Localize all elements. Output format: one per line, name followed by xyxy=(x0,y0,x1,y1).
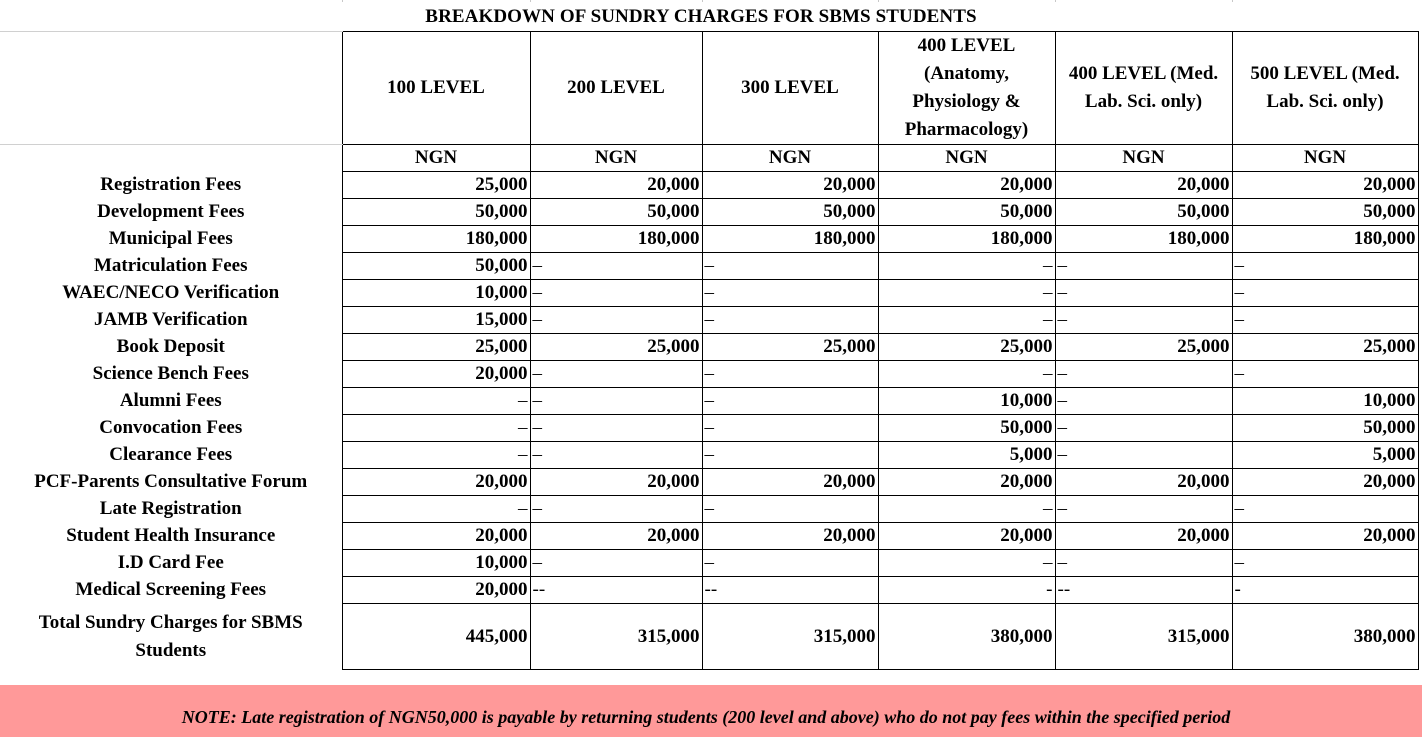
fee-value: 50,000 xyxy=(1232,415,1418,442)
fee-value: 10,000 xyxy=(342,280,530,307)
column-header-2: 200 LEVEL xyxy=(530,32,702,145)
dash-value: – xyxy=(704,255,714,276)
grid-tick xyxy=(1232,0,1233,2)
fee-value: 20,000 xyxy=(342,469,530,496)
dash-value: – xyxy=(704,363,714,384)
fee-value xyxy=(530,307,702,334)
fee-value: 20,000 xyxy=(1055,523,1232,550)
total-value-1: 445,000 xyxy=(342,604,530,670)
fee-value xyxy=(702,550,878,577)
fee-value xyxy=(530,577,702,604)
total-value-4: 380,000 xyxy=(878,604,1055,670)
fee-row xyxy=(0,415,1418,442)
fee-value: 25,000 xyxy=(1232,334,1418,361)
total-value-3: 315,000 xyxy=(702,604,878,670)
fee-value xyxy=(702,442,878,469)
fee-value: 50,000 xyxy=(342,253,530,280)
dash-value: – xyxy=(518,444,528,465)
fee-value: 10,000 xyxy=(1232,388,1418,415)
dash-value: – xyxy=(1234,309,1244,330)
dash-value: – xyxy=(1057,309,1067,330)
fee-value: 50,000 xyxy=(702,199,878,226)
dash-value: – xyxy=(1043,363,1053,384)
dash-value: -- xyxy=(532,579,546,600)
dash-value: – xyxy=(532,417,542,438)
dash-value: – xyxy=(704,498,714,519)
fee-label: I.D Card Fee xyxy=(117,552,224,573)
dash-value: – xyxy=(704,444,714,465)
fee-value: 180,000 xyxy=(342,226,530,253)
column-header-3: 300 LEVEL xyxy=(702,32,878,145)
fee-value: 180,000 xyxy=(530,226,702,253)
fee-value xyxy=(1055,361,1232,388)
fee-value xyxy=(878,253,1055,280)
fee-value xyxy=(702,253,878,280)
fee-row xyxy=(0,577,1418,604)
fee-value: 25,000 xyxy=(342,172,530,199)
fee-value: 25,000 xyxy=(530,334,702,361)
fee-row xyxy=(0,523,1418,550)
dash-value: – xyxy=(1234,255,1244,276)
total-label: Total Sundry Charges for SBMS Students xyxy=(38,611,303,661)
dash-value: – xyxy=(704,390,714,411)
fee-value xyxy=(342,415,530,442)
currency-label-2: NGN xyxy=(530,145,702,172)
fee-value xyxy=(1055,550,1232,577)
fee-value: 10,000 xyxy=(342,550,530,577)
fee-row xyxy=(0,550,1418,577)
fee-value xyxy=(530,550,702,577)
dash-value: - xyxy=(1234,579,1241,600)
sheet-title: BREAKDOWN OF SUNDRY CHARGES FOR SBMS STUDENTS xyxy=(425,6,977,27)
fee-value: 20,000 xyxy=(530,469,702,496)
sundry-charges-table xyxy=(0,31,1419,670)
dash-value: – xyxy=(1234,498,1244,519)
fee-value xyxy=(702,496,878,523)
fee-value: 25,000 xyxy=(702,334,878,361)
fee-value xyxy=(1232,307,1418,334)
fee-value xyxy=(342,442,530,469)
fee-value xyxy=(702,415,878,442)
dash-value: – xyxy=(704,282,714,303)
dash-value: – xyxy=(1057,444,1067,465)
fee-value xyxy=(1232,550,1418,577)
fee-value: 180,000 xyxy=(702,226,878,253)
currency-label-1: NGN xyxy=(342,145,530,172)
dash-value: – xyxy=(532,444,542,465)
fee-row xyxy=(0,361,1418,388)
fee-value xyxy=(702,280,878,307)
fee-value xyxy=(878,577,1055,604)
dash-value: – xyxy=(1043,282,1053,303)
column-header-4: 400 LEVEL (Anatomy, Physiology & Pharmacology) xyxy=(878,32,1055,145)
fee-row xyxy=(0,442,1418,469)
fee-label: Clearance Fees xyxy=(109,444,233,465)
dash-value: – xyxy=(1057,417,1067,438)
fee-value xyxy=(530,496,702,523)
fee-value xyxy=(1055,496,1232,523)
dash-value: – xyxy=(532,309,542,330)
header-blank-cell xyxy=(0,32,342,145)
dash-value: – xyxy=(704,417,714,438)
fee-row xyxy=(0,388,1418,415)
fee-value xyxy=(530,415,702,442)
fee-value xyxy=(1055,253,1232,280)
grid-tick xyxy=(878,0,879,2)
fee-value: 15,000 xyxy=(342,307,530,334)
fee-row xyxy=(0,469,1418,496)
fee-label: Alumni Fees xyxy=(119,390,222,411)
fee-value xyxy=(1055,442,1232,469)
grid-tick xyxy=(702,0,703,2)
fee-value xyxy=(530,388,702,415)
fee-label: Medical Screening Fees xyxy=(75,579,267,600)
fee-value: 20,000 xyxy=(878,523,1055,550)
fee-value xyxy=(1055,415,1232,442)
fee-label: Student Health Insurance xyxy=(66,525,276,546)
fee-label: WAEC/NECO Verification xyxy=(62,282,280,303)
dash-value: – xyxy=(1057,255,1067,276)
fee-value xyxy=(1232,361,1418,388)
fee-value xyxy=(1055,388,1232,415)
fee-label: Registration Fees xyxy=(100,174,242,195)
fee-value: 25,000 xyxy=(342,334,530,361)
fee-row xyxy=(0,280,1418,307)
fee-value: 20,000 xyxy=(1232,523,1418,550)
dash-value: – xyxy=(532,552,542,573)
fee-value: 50,000 xyxy=(342,199,530,226)
fee-value xyxy=(878,280,1055,307)
dash-value: – xyxy=(704,552,714,573)
title-row xyxy=(0,0,1422,30)
column-header-1: 100 LEVEL xyxy=(342,32,530,145)
dash-value: – xyxy=(532,390,542,411)
dash-value: – xyxy=(1057,390,1067,411)
fee-value xyxy=(878,361,1055,388)
fee-label: Book Deposit xyxy=(116,336,225,357)
total-value-2: 315,000 xyxy=(530,604,702,670)
fee-label: Late Registration xyxy=(99,498,242,519)
fee-row xyxy=(0,307,1418,334)
total-value-6: 380,000 xyxy=(1232,604,1418,670)
fee-value xyxy=(1232,577,1418,604)
dash-value: – xyxy=(1234,282,1244,303)
fee-value: 50,000 xyxy=(530,199,702,226)
fee-value: 50,000 xyxy=(1232,199,1418,226)
fee-value: 5,000 xyxy=(878,442,1055,469)
fee-row xyxy=(0,172,1418,199)
fee-value: 20,000 xyxy=(530,172,702,199)
fee-value: 5,000 xyxy=(1232,442,1418,469)
dash-value: – xyxy=(1234,552,1244,573)
fee-value xyxy=(1055,577,1232,604)
fee-label: Convocation Fees xyxy=(99,417,243,438)
dash-value: – xyxy=(532,282,542,303)
currency-label-3: NGN xyxy=(702,145,878,172)
fee-value: 20,000 xyxy=(702,172,878,199)
fee-value: 50,000 xyxy=(1055,199,1232,226)
dash-value: – xyxy=(1043,552,1053,573)
fee-value xyxy=(1055,280,1232,307)
fee-value xyxy=(342,496,530,523)
dash-value: – xyxy=(532,498,542,519)
fee-value xyxy=(1232,253,1418,280)
fee-value: 20,000 xyxy=(1232,469,1418,496)
fee-value: 10,000 xyxy=(878,388,1055,415)
dash-value: – xyxy=(1043,255,1053,276)
fee-label: JAMB Verification xyxy=(93,309,248,330)
fee-value: 20,000 xyxy=(878,469,1055,496)
dash-value: – xyxy=(532,255,542,276)
total-value-5: 315,000 xyxy=(1055,604,1232,670)
dash-value: – xyxy=(532,363,542,384)
fee-label: PCF-Parents Consultative Forum xyxy=(34,471,308,492)
fee-value: 20,000 xyxy=(530,523,702,550)
dash-value: - xyxy=(1046,579,1053,600)
dash-value: -- xyxy=(1057,579,1071,600)
fee-value: 20,000 xyxy=(342,361,530,388)
grid-tick xyxy=(342,0,343,2)
dash-value: – xyxy=(1057,552,1067,573)
fee-value: 20,000 xyxy=(342,577,530,604)
fee-value xyxy=(1232,496,1418,523)
fee-value xyxy=(530,442,702,469)
fee-value: 20,000 xyxy=(342,523,530,550)
fee-value: 180,000 xyxy=(1232,226,1418,253)
grid-tick xyxy=(530,0,531,2)
dash-value: – xyxy=(704,309,714,330)
fee-value xyxy=(878,550,1055,577)
fee-value xyxy=(530,361,702,388)
fee-value: 180,000 xyxy=(1055,226,1232,253)
note-banner xyxy=(0,685,1422,737)
fee-value: 180,000 xyxy=(878,226,1055,253)
fee-value: 50,000 xyxy=(878,415,1055,442)
grid-tick xyxy=(1055,0,1056,2)
dash-value: – xyxy=(1234,363,1244,384)
fee-value xyxy=(702,307,878,334)
fee-value: 20,000 xyxy=(1055,172,1232,199)
fee-value xyxy=(702,361,878,388)
dash-value: – xyxy=(1057,498,1067,519)
fee-value: 20,000 xyxy=(878,172,1055,199)
fee-label: Matriculation Fees xyxy=(93,255,248,276)
fee-value xyxy=(530,253,702,280)
dash-value: – xyxy=(1043,498,1053,519)
dash-value: – xyxy=(518,417,528,438)
dash-value: – xyxy=(1057,282,1067,303)
fee-label: Development Fees xyxy=(97,201,245,222)
fee-label: Science Bench Fees xyxy=(92,363,249,384)
currency-row xyxy=(0,145,1418,172)
dash-value: – xyxy=(1057,363,1067,384)
fee-value: 25,000 xyxy=(878,334,1055,361)
fee-value xyxy=(702,577,878,604)
fee-value xyxy=(1055,307,1232,334)
column-header-6: 500 LEVEL (Med. Lab. Sci. only) xyxy=(1232,32,1418,145)
fee-row xyxy=(0,226,1418,253)
fee-value: 25,000 xyxy=(1055,334,1232,361)
fee-value xyxy=(878,307,1055,334)
currency-label-5: NGN xyxy=(1055,145,1232,172)
fee-value xyxy=(530,280,702,307)
currency-blank-cell xyxy=(0,145,342,172)
dash-value: – xyxy=(518,390,528,411)
dash-value: – xyxy=(1043,309,1053,330)
late-registration-note: NOTE: Late registration of NGN50,000 is payable by returning students (200 level and above) who do not pay fees within the specified period xyxy=(181,707,1231,727)
fee-value: 20,000 xyxy=(702,523,878,550)
fee-row xyxy=(0,253,1418,280)
dash-value: – xyxy=(518,498,528,519)
dash-value: -- xyxy=(704,579,718,600)
fee-row xyxy=(0,199,1418,226)
currency-label-6: NGN xyxy=(1232,145,1418,172)
fee-value: 20,000 xyxy=(1055,469,1232,496)
fee-value xyxy=(1232,280,1418,307)
column-header-5: 400 LEVEL (Med. Lab. Sci. only) xyxy=(1055,32,1232,145)
total-row xyxy=(0,604,1418,670)
fee-value xyxy=(342,388,530,415)
fee-row xyxy=(0,496,1418,523)
fee-value xyxy=(878,496,1055,523)
fee-label: Municipal Fees xyxy=(108,228,233,249)
fee-value xyxy=(702,388,878,415)
fee-row xyxy=(0,334,1418,361)
fee-value: 50,000 xyxy=(878,199,1055,226)
header-row xyxy=(0,32,1418,145)
fee-value: 20,000 xyxy=(702,469,878,496)
currency-label-4: NGN xyxy=(878,145,1055,172)
fee-value: 20,000 xyxy=(1232,172,1418,199)
